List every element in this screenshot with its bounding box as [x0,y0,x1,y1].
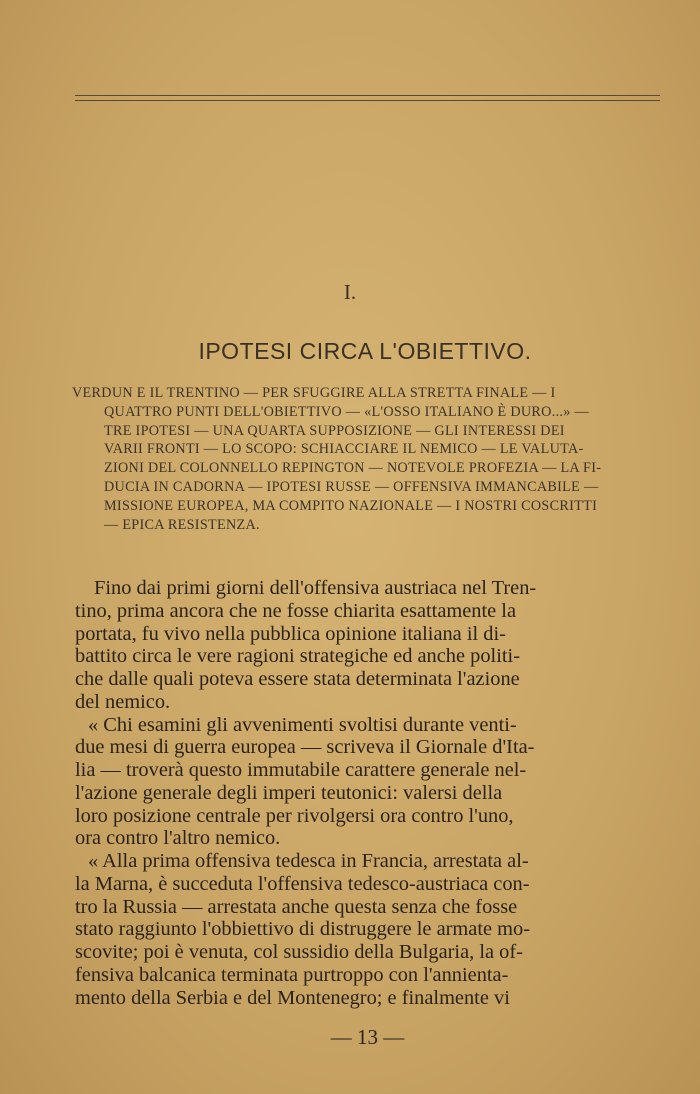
body-line: tino, prima ancora che ne fosse chiarita esattamente la [75,599,517,622]
header-rule-top [75,95,660,96]
body-line: due mesi di guerra europea — scriveva il Giornale d'Ita- [75,736,535,759]
body-line: lia — troverà questo immutabile carattere generale nel- [75,759,527,781]
summary-line: ZIONI DEL COLONNELLO REPINGTON — NOTEVOLE PROFEZIA — LA FI- [104,460,602,477]
chapter-summary [72,384,696,534]
body-line: mento della Serbia e del Montenegro; e finalmente vi [75,986,510,1009]
summary-line: — EPICA RESISTENZA. [104,516,260,533]
summary-line: VERDUN E IL TRENTINO — PER SFUGGIRE ALLA STRETTA FINALE — I [72,385,556,401]
body-line: che dalle quali poteva essere stata determinata l'azione [75,668,520,690]
body-line: Fino dai primi giorni dell'offensiva austriaca nel Tren- [94,577,537,599]
body-text [75,577,665,1009]
body-line: battito circa le vere ragioni strategiche ed anche politi- [75,645,520,668]
body-line: del nemico. [75,690,171,713]
body-line: « Alla prima offensiva tedesca in Francia, arrestata al- [88,850,529,872]
body-line: loro posizione centrale per rivolgersi ora contro l'uno, [75,804,514,827]
page-number: — 13 — [330,1025,405,1049]
summary-line: VARII FRONTI — LO SCOPO: SCHIACCIARE IL NEMICO — LE VALUTA- [104,441,584,458]
chapter-title: IPOTESI CIRCA L'OBIETTIVO. [198,338,532,364]
chapter-number: I. [343,280,357,304]
body-line: scovite; poi è venuta, col sussidio della Bulgaria, la of- [75,941,523,963]
summary-line: DUCIA IN CADORNA — IPOTESI RUSSE — OFFENSIVA IMMANCABILE — [104,478,599,495]
header-rule-bottom [75,100,660,101]
body-line: « Chi esamini gli avvenimenti svoltisi durante venti- [88,713,517,736]
body-line: portata, fu vivo nella pubblica opinione italiana il di- [75,622,506,645]
body-line: fensiva balcanica terminata purtroppo con l'annienta- [75,963,509,986]
body-line: la Marna, è succeduta l'offensiva tedesco-austriaca con- [75,872,530,895]
body-line: ora contro l'altro nemico. [75,827,281,850]
body-line: l'azione generale degli imperi teutonici: valersi della [75,781,503,804]
summary-line: TRE IPOTESI — UNA QUARTA SUPPOSIZIONE — GLI INTERESSI DEI [104,422,565,439]
body-line: tro la Russia — arrestata anche questa senza che fosse [75,895,518,918]
summary-line: MISSIONE EUROPEA, MA COMPITO NAZIONALE — I NOSTRI COSCRITTI [104,497,598,514]
body-line: stato raggiunto l'obbiettivo di distruggere le armate mo- [75,918,530,941]
summary-line: QUATTRO PUNTI DELL'OBIETTIVO — «L'OSSO ITALIANO È DURO...» — [104,403,589,420]
